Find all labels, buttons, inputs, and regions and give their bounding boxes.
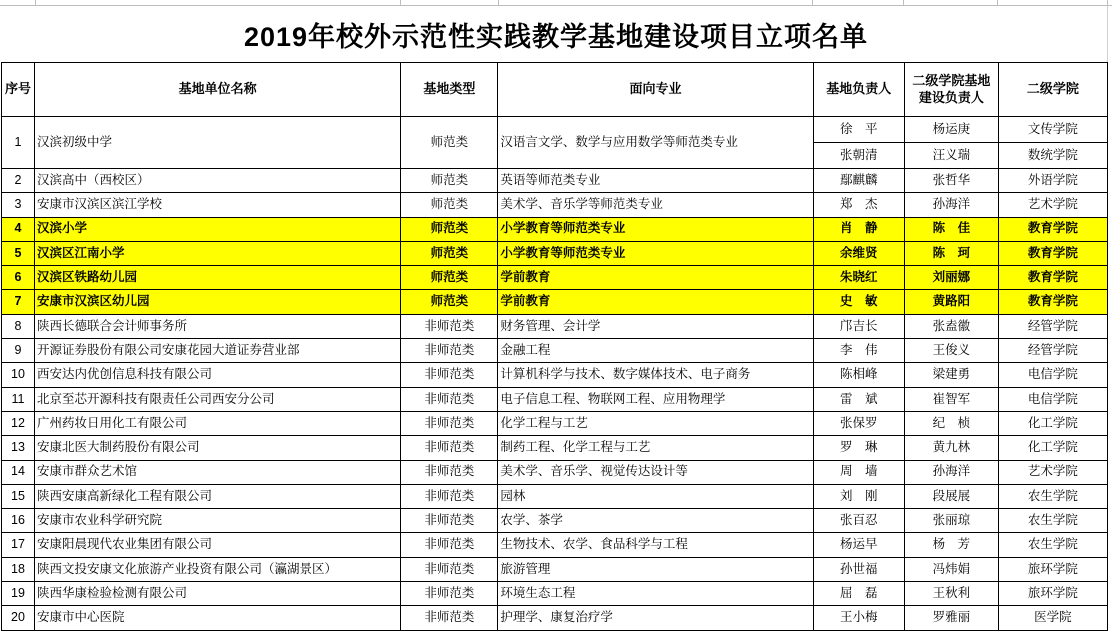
cell-leader[interactable]: 朱晓红 [813,266,904,290]
cell-type[interactable]: 非师范类 [401,436,498,460]
cell-unit[interactable]: 汉滨区江南小学 [35,241,401,265]
cell-unit[interactable]: 陕西安康高新绿化工程有限公司 [35,484,401,508]
cell-college[interactable]: 经管学院 [998,339,1107,363]
cell-leader[interactable]: 张百忍 [813,509,904,533]
cell-major[interactable]: 小学教育等师范类专业 [498,241,813,265]
cell-unit[interactable]: 汉滨小学 [35,217,401,241]
cell-no[interactable]: 8 [2,314,35,338]
cell-leader[interactable]: 孙世福 [813,557,904,581]
cell-college-leader[interactable]: 张盍徽 [904,314,998,338]
table-row [2,193,1108,217]
table-row [2,314,1108,338]
table-header-row [2,63,1108,117]
cell-college[interactable]: 电信学院 [998,363,1107,387]
cell-leader[interactable]: 雷 斌 [813,387,904,411]
table-row [2,387,1108,411]
cell-no[interactable]: 3 [2,193,35,217]
gridline-tick [903,0,904,5]
cell-college[interactable]: 教育学院 [998,217,1107,241]
cell-major[interactable]: 生物技术、农学、食品科学与工程 [498,533,813,557]
cell-leader[interactable]: 杨运早 [813,533,904,557]
cell-type[interactable]: 非师范类 [401,387,498,411]
cell-major[interactable]: 金融工程 [498,339,813,363]
gridline-tick [400,0,401,5]
cell-college[interactable]: 外语学院 [998,169,1107,193]
cell-college[interactable]: 电信学院 [998,387,1107,411]
cell-major[interactable]: 美术学、音乐学等师范类专业 [498,193,813,217]
cell-leader[interactable]: 罗 琳 [813,436,904,460]
cell-college[interactable]: 经管学院 [998,314,1107,338]
cell-leader[interactable]: 王小梅 [813,606,904,630]
cell-no[interactable]: 1 [2,117,35,169]
cell-no[interactable]: 9 [2,339,35,363]
cell-college-leader[interactable]: 刘丽娜 [904,266,998,290]
table-row [2,484,1108,508]
title-band [0,6,1112,62]
cell-major[interactable]: 旅游管理 [498,557,813,581]
cell-college-leader[interactable]: 黄九林 [904,436,998,460]
col-header-type[interactable]: 基地类型 [401,63,498,117]
cell-unit[interactable]: 安康阳晨现代农业集团有限公司 [35,533,401,557]
cell-leader[interactable]: 徐 平 [813,117,904,143]
cell-leader[interactable]: 屈 磊 [813,582,904,606]
table-row [2,217,1108,241]
cell-type[interactable]: 师范类 [401,266,498,290]
cell-unit[interactable]: 陕西文投安康文化旅游产业投资有限公司（瀛湖景区） [35,557,401,581]
cell-college-leader[interactable]: 王俊义 [904,339,998,363]
cell-college[interactable]: 教育学院 [998,266,1107,290]
cell-unit[interactable]: 汉滨区铁路幼儿园 [35,266,401,290]
cell-major[interactable]: 化学工程与工艺 [498,411,813,435]
cell-major[interactable]: 学前教育 [498,266,813,290]
col-header-no[interactable]: 序号 [2,63,35,117]
bases-table [1,62,1108,631]
table-row [2,509,1108,533]
cell-college[interactable]: 教育学院 [998,290,1107,314]
cell-no[interactable]: 20 [2,606,35,630]
cell-major[interactable]: 农学、茶学 [498,509,813,533]
col-header-unit[interactable]: 基地单位名称 [35,63,401,117]
table-row [2,266,1108,290]
cell-unit[interactable]: 陕西长德联合会计师事务所 [35,314,401,338]
cell-college-leader[interactable]: 黄路阳 [904,290,998,314]
cell-college-leader[interactable]: 梁建勇 [904,363,998,387]
cell-college[interactable]: 化工学院 [998,436,1107,460]
table-row [2,533,1108,557]
cell-major[interactable]: 制药工程、化学工程与工艺 [498,436,813,460]
table-row [2,339,1108,363]
cell-unit[interactable]: 开源证券股份有限公司安康花园大道证券营业部 [35,339,401,363]
cell-leader[interactable]: 刘 刚 [813,484,904,508]
cell-college[interactable]: 农生学院 [998,509,1107,533]
sheet-gridline-right [1107,0,1108,62]
col-header-leader[interactable]: 基地负责人 [813,63,904,117]
cell-college-leader[interactable]: 冯炜娟 [904,557,998,581]
cell-no[interactable]: 6 [2,266,35,290]
cell-college[interactable]: 数统学院 [998,143,1107,169]
cell-college[interactable]: 医学院 [998,606,1107,630]
cell-type[interactable]: 非师范类 [401,582,498,606]
cell-college-leader[interactable]: 陈 珂 [904,241,998,265]
cell-college[interactable]: 文传学院 [998,117,1107,143]
cell-college[interactable]: 农生学院 [998,533,1107,557]
table-row [2,582,1108,606]
cell-college[interactable]: 教育学院 [998,241,1107,265]
cell-leader[interactable]: 邝吉长 [813,314,904,338]
cell-no[interactable]: 12 [2,411,35,435]
cell-major[interactable]: 汉语言文学、数学与应用数学等师范类专业 [498,117,813,169]
cell-type[interactable]: 非师范类 [401,606,498,630]
cell-leader[interactable]: 肖 静 [813,217,904,241]
cell-type[interactable]: 师范类 [401,217,498,241]
cell-leader[interactable]: 余维贤 [813,241,904,265]
table-row [2,241,1108,265]
cell-type[interactable]: 非师范类 [401,509,498,533]
cell-college-leader[interactable]: 孙海洋 [904,193,998,217]
cell-unit[interactable]: 安康市汉滨区幼儿园 [35,290,401,314]
cell-major[interactable]: 美术学、音乐学、视觉传达设计等 [498,460,813,484]
cell-major[interactable]: 环境生态工程 [498,582,813,606]
table-row [2,557,1108,581]
cell-type[interactable]: 师范类 [401,117,498,169]
cell-no[interactable]: 11 [2,387,35,411]
gridline-tick [35,0,36,5]
table-row [2,436,1108,460]
cell-unit[interactable]: 北京至芯开源科技有限责任公司西安分公司 [35,387,401,411]
cell-unit[interactable]: 安康市中心医院 [35,606,401,630]
cell-type[interactable]: 非师范类 [401,314,498,338]
cell-no[interactable]: 4 [2,217,35,241]
cell-unit[interactable]: 安康北医大制药股份有限公司 [35,436,401,460]
cell-major[interactable]: 财务管理、会计学 [498,314,813,338]
cell-college[interactable]: 艺术学院 [998,193,1107,217]
gridline-tick [997,0,998,5]
cell-unit[interactable]: 安康市农业科学研究院 [35,509,401,533]
col-header-college-leader[interactable]: 二级学院基地建设负责人 [904,63,998,117]
table-row [2,411,1108,435]
cell-unit[interactable]: 陕西华康检验检测有限公司 [35,582,401,606]
cell-no[interactable]: 18 [2,557,35,581]
cell-leader[interactable]: 史 敏 [813,290,904,314]
cell-major[interactable]: 计算机科学与技术、数字媒体技术、电子商务 [498,363,813,387]
cell-no[interactable]: 17 [2,533,35,557]
cell-leader[interactable]: 鄢麒麟 [813,169,904,193]
table-row [2,169,1108,193]
cell-type[interactable]: 师范类 [401,169,498,193]
cell-type[interactable]: 师范类 [401,193,498,217]
cell-major[interactable]: 小学教育等师范类专业 [498,217,813,241]
cell-leader[interactable]: 周 墙 [813,460,904,484]
sheet-gridline-strip [0,0,1112,6]
table-row [2,363,1108,387]
col-header-college[interactable]: 二级学院 [998,63,1107,117]
table-row [2,606,1108,630]
cell-college-leader[interactable]: 罗雅丽 [904,606,998,630]
cell-type[interactable]: 非师范类 [401,484,498,508]
gridline-tick [498,0,499,5]
cell-no[interactable]: 5 [2,241,35,265]
cell-college-leader[interactable]: 张哲华 [904,169,998,193]
table-row [2,290,1108,314]
cell-college[interactable]: 化工学院 [998,411,1107,435]
cell-major[interactable]: 英语等师范类专业 [498,169,813,193]
table-body [2,117,1108,631]
table-row [2,117,1108,143]
cell-type[interactable]: 非师范类 [401,363,498,387]
cell-major[interactable]: 电子信息工程、物联网工程、应用物理学 [498,387,813,411]
cell-college-leader[interactable]: 纪 桢 [904,411,998,435]
cell-college[interactable]: 农生学院 [998,484,1107,508]
cell-college-leader[interactable]: 王秋利 [904,582,998,606]
page-title: 2019年校外示范性实践教学基地建设项目立项名单 [243,21,869,52]
cell-college-leader[interactable]: 杨 芳 [904,533,998,557]
cell-no[interactable]: 7 [2,290,35,314]
gridline-tick [1107,0,1108,5]
cell-type[interactable]: 非师范类 [401,533,498,557]
col-header-major[interactable]: 面向专业 [498,63,813,117]
cell-college[interactable]: 旅环学院 [998,582,1107,606]
cell-type[interactable]: 非师范类 [401,557,498,581]
cell-type[interactable]: 师范类 [401,241,498,265]
cell-unit[interactable]: 汉滨高中（西校区） [35,169,401,193]
cell-college-leader[interactable]: 段展展 [904,484,998,508]
cell-leader[interactable]: 郑 杰 [813,193,904,217]
cell-unit[interactable]: 西安达内优创信息科技有限公司 [35,363,401,387]
cell-type[interactable]: 非师范类 [401,460,498,484]
cell-unit[interactable]: 安康市群众艺术馆 [35,460,401,484]
gridline-tick [812,0,813,5]
cell-no[interactable]: 19 [2,582,35,606]
cell-college-leader[interactable]: 孙海洋 [904,460,998,484]
cell-major[interactable]: 学前教育 [498,290,813,314]
cell-type[interactable]: 非师范类 [401,339,498,363]
cell-unit[interactable]: 广州药妆日用化工有限公司 [35,411,401,435]
cell-leader[interactable]: 陈相峰 [813,363,904,387]
cell-leader[interactable]: 张朝清 [813,143,904,169]
cell-college-leader[interactable]: 张丽琼 [904,509,998,533]
cell-major[interactable]: 园林 [498,484,813,508]
cell-no[interactable]: 14 [2,460,35,484]
cell-no[interactable]: 15 [2,484,35,508]
cell-no[interactable]: 13 [2,436,35,460]
cell-college[interactable]: 旅环学院 [998,557,1107,581]
cell-type[interactable]: 非师范类 [401,411,498,435]
cell-college-leader[interactable]: 陈 佳 [904,217,998,241]
table-row [2,460,1108,484]
cell-no[interactable]: 2 [2,169,35,193]
cell-college-leader[interactable]: 汪义瑞 [904,143,998,169]
cell-college-leader[interactable]: 杨运庚 [904,117,998,143]
cell-no[interactable]: 10 [2,363,35,387]
cell-unit[interactable]: 汉滨初级中学 [35,117,401,169]
cell-major[interactable]: 护理学、康复治疗学 [498,606,813,630]
cell-college-leader[interactable]: 崔智军 [904,387,998,411]
cell-leader[interactable]: 张保罗 [813,411,904,435]
cell-type[interactable]: 师范类 [401,290,498,314]
cell-unit[interactable]: 安康市汉滨区滨江学校 [35,193,401,217]
cell-leader[interactable]: 李 伟 [813,339,904,363]
cell-college[interactable]: 艺术学院 [998,460,1107,484]
cell-no[interactable]: 16 [2,509,35,533]
